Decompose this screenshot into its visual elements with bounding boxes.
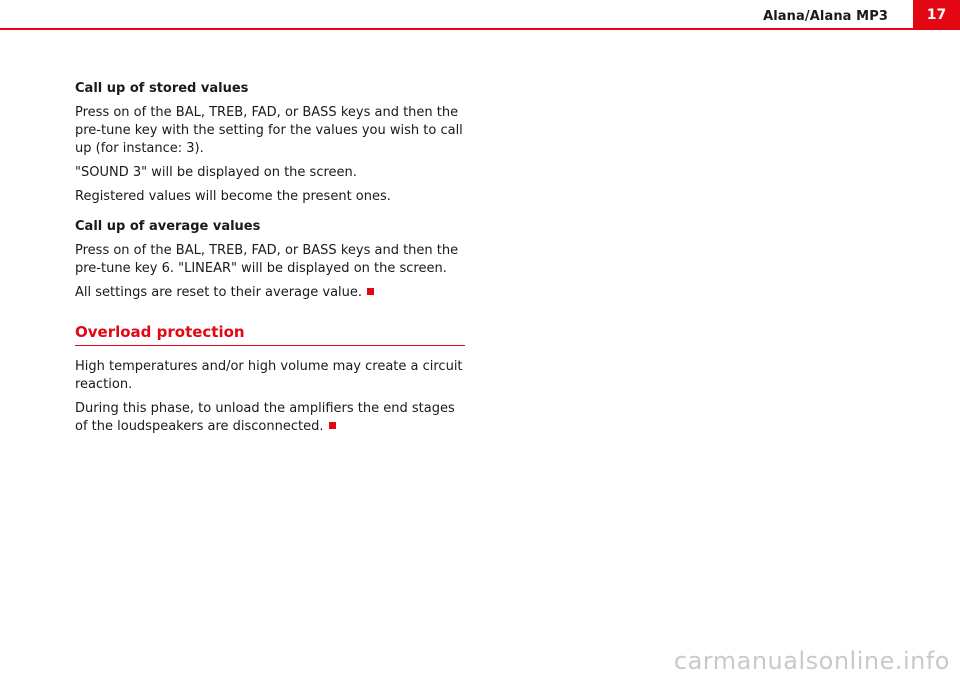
paragraph-stored-3: Registered values will become the present ones.	[75, 189, 391, 204]
end-of-section-marker	[367, 288, 374, 295]
heading-overload-protection: Overload protection	[75, 323, 245, 341]
end-of-section-marker	[329, 422, 336, 429]
paragraph-overload-2-wrap	[75, 400, 465, 436]
paragraph-average-1: Press on of the BAL, TREB, FAD, or BASS keys and then the pre-tune key 6. "LINEAR" will be displayed on the screen.	[75, 243, 459, 276]
paragraph-stored-1: Press on of the BAL, TREB, FAD, or BASS keys and then the pre-tune key with the setting for the values you wish to call up (for instance: 3).	[75, 105, 463, 156]
heading-stored-values: Call up of stored values	[75, 81, 249, 96]
header-title: Alana/Alana MP3	[763, 9, 888, 24]
heading-average-values: Call up of average values	[75, 219, 261, 234]
watermark: carmanualsonline.info	[673, 647, 950, 675]
paragraph-overload-2: During this phase, to unload the amplifiers the end stages of the loudspeakers are disconnected.	[75, 401, 455, 434]
page-content	[75, 80, 465, 442]
overload-section-header	[75, 322, 465, 346]
page-number: 17	[913, 0, 960, 30]
header-rule	[0, 28, 960, 30]
paragraph-average-2: All settings are reset to their average value.	[75, 285, 363, 300]
paragraph-overload-1: High temperatures and/or high volume may create a circuit reaction.	[75, 359, 463, 392]
paragraph-average-2-wrap	[75, 284, 465, 302]
paragraph-stored-2: "SOUND 3" will be displayed on the screen.	[75, 165, 357, 180]
